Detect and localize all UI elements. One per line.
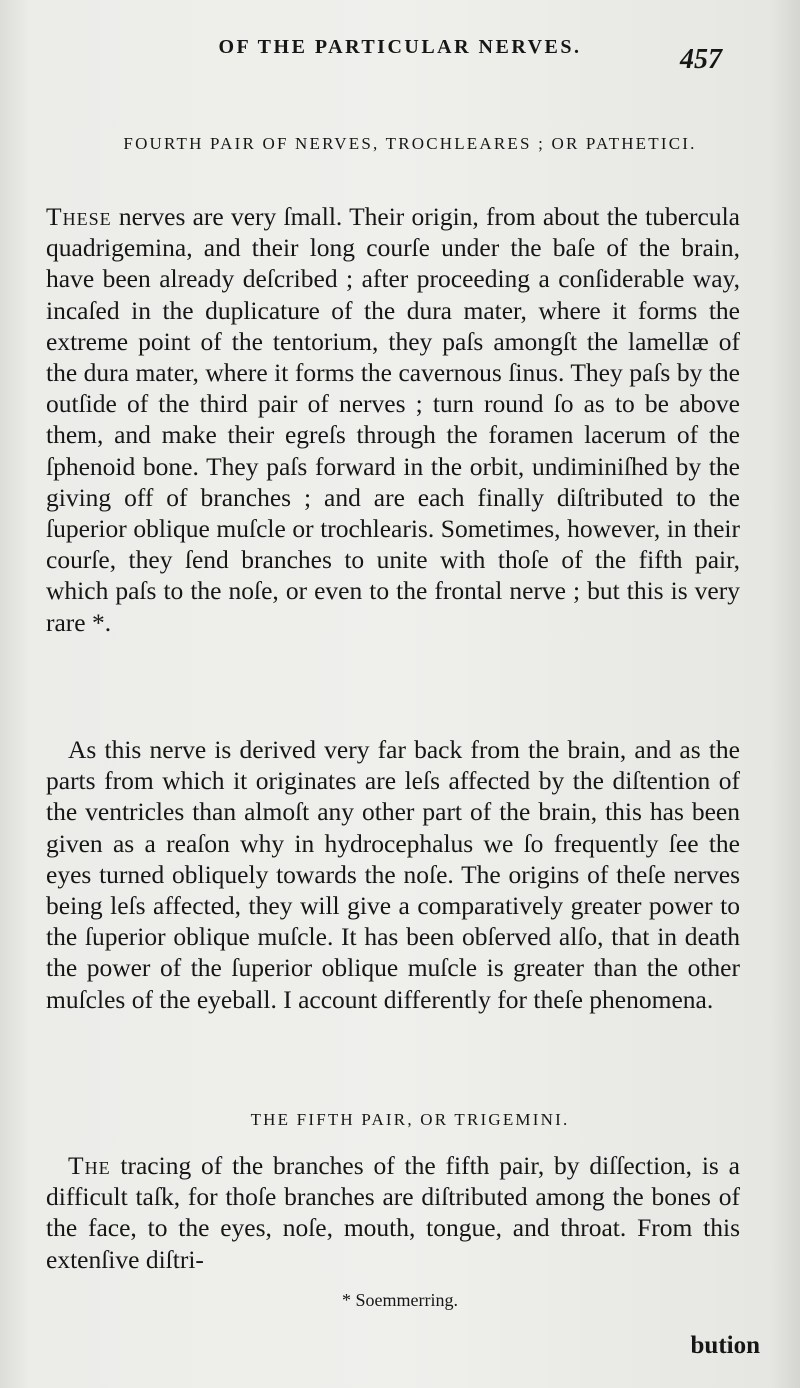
page-number: 457 — [680, 44, 722, 75]
footnote: * Soemmerring. — [342, 1290, 458, 1310]
paragraph-text: tracing of the branches of the fifth pair, by diſſection, is a difficult taſk, for thoſe branches are diſtributed among the bones of the face, to the eyes, noſe, mouth, tongue, and throat. From this extenſive diſtri- — [46, 1151, 740, 1274]
paragraph-lead-word: The — [68, 1151, 111, 1180]
section-heading-fourth-pair: FOURTH PAIR OF NERVES, TROCHLEARES ; OR PATHETICI. — [123, 134, 697, 153]
paragraph-fifth-pair-1 — [46, 1150, 740, 1275]
paragraph-text: As this nerve is derived very far back from the brain, and as the parts from which it originates are leſs affected by the diſtention of the ventricles than almoſt any other part of the brain, this has been given as a reaſon why in hydrocephalus we ſo frequently ſee the eyes turned obliquely towards the noſe. The origins of theſe nerves being leſs affected, they will give a comparatively greater power to the ſuperior oblique muſcle. It has been obſerved alſo, that in death the power of the ſuperior oblique muſcle is greater than the other muſcles of the eyeball. I account differently for theſe phenomena. — [46, 735, 740, 1014]
catchword: bution — [690, 1332, 760, 1359]
running-head: OF THE PARTICULAR NERVES. — [218, 36, 582, 58]
paragraph-text: nerves are very ſmall. Their origin, from about the tubercula quadrigemina, and their long courſe under the baſe of the brain, have been already deſcribed ; after proceeding a conſiderable way, incaſed in the duplicature of the dura mater, where it forms the extreme point of the tentorium, they paſs amongſt the lamellæ of the dura mater, where it forms the cavernous ſinus. They paſs by the outſide of the third pair of nerves ; turn round ſo as to be above them, and make their egreſs through the foramen lacerum of the ſphenoid bone. They paſs forward in the orbit, undiminiſhed by the giving off of branches ; and are each finally diſtributed to the ſuperior oblique muſcle or trochlearis. Sometimes, however, in their courſe, they ſend branches to unite with thoſe of the fifth pair, which paſs to the noſe, or even to the frontal nerve ; but this is very rare *. — [46, 202, 740, 637]
paragraph-lead-word: These — [46, 202, 112, 231]
section-heading-fifth-pair: THE FIFTH PAIR, OR TRIGEMINI. — [250, 1110, 570, 1129]
paragraph-fourth-pair-2 — [46, 734, 740, 1015]
paragraph-fourth-pair-1 — [46, 201, 740, 638]
